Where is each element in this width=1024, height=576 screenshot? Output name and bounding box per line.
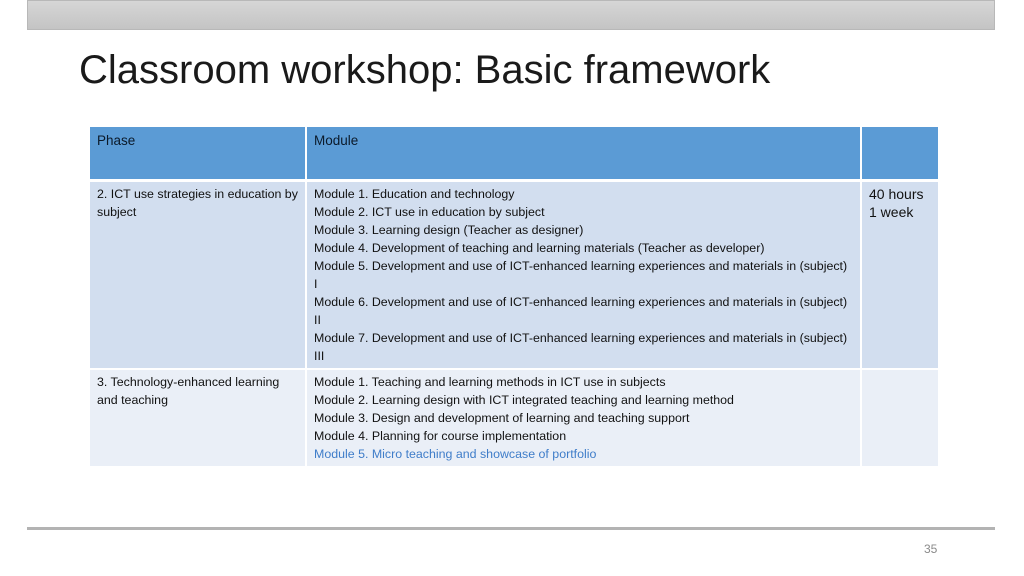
- slide-title: Classroom workshop: Basic framework: [79, 48, 771, 92]
- module-item: Module 1. Education and technology: [314, 187, 515, 201]
- header-module: Module: [307, 127, 862, 182]
- modules-cell: [307, 182, 862, 370]
- bottom-divider: [27, 527, 995, 530]
- module-item: Module 5. Development and use of ICT-enhanced learning experiences and materials in (subject) I: [314, 259, 848, 291]
- page-number: 35: [924, 542, 938, 556]
- module-item: Module 2. ICT use in education by subject: [314, 205, 545, 219]
- module-item: Module 4. Development of teaching and learning materials (Teacher as developer): [314, 241, 765, 255]
- table-row: [90, 370, 938, 468]
- duration-hours: 40 hours: [869, 186, 924, 202]
- duration-cell: [862, 182, 938, 370]
- framework-table: [90, 127, 938, 468]
- table-row: [90, 182, 938, 370]
- module-item: Module 3. Learning design (Teacher as designer): [314, 223, 584, 237]
- module-item: Module 4. Planning for course implementation: [314, 429, 567, 443]
- header-duration: [862, 127, 938, 182]
- top-decorative-bar: [27, 0, 995, 30]
- module-item: Module 6. Development and use of ICT-enhanced learning experiences and materials in (subject) II: [314, 295, 848, 327]
- module-item: Module 2. Learning design with ICT integrated teaching and learning method: [314, 393, 734, 407]
- module-item-link[interactable]: Module 5. Micro teaching and showcase of portfolio: [314, 447, 597, 461]
- table-header-row: [90, 127, 938, 182]
- module-item: Module 3. Design and development of learning and teaching support: [314, 411, 690, 425]
- phase-cell: 3. Technology-enhanced learning and teaching: [90, 370, 307, 468]
- module-item: Module 7. Development and use of ICT-enhanced learning experiences and materials in (subject) III: [314, 331, 848, 363]
- module-item: Module 1. Teaching and learning methods in ICT use in subjects: [314, 375, 666, 389]
- duration-weeks: 1 week: [869, 204, 914, 220]
- duration-cell: [862, 370, 938, 468]
- phase-cell: 2. ICT use strategies in education by subject: [90, 182, 307, 370]
- modules-cell: [307, 370, 862, 468]
- header-phase: Phase: [90, 127, 307, 182]
